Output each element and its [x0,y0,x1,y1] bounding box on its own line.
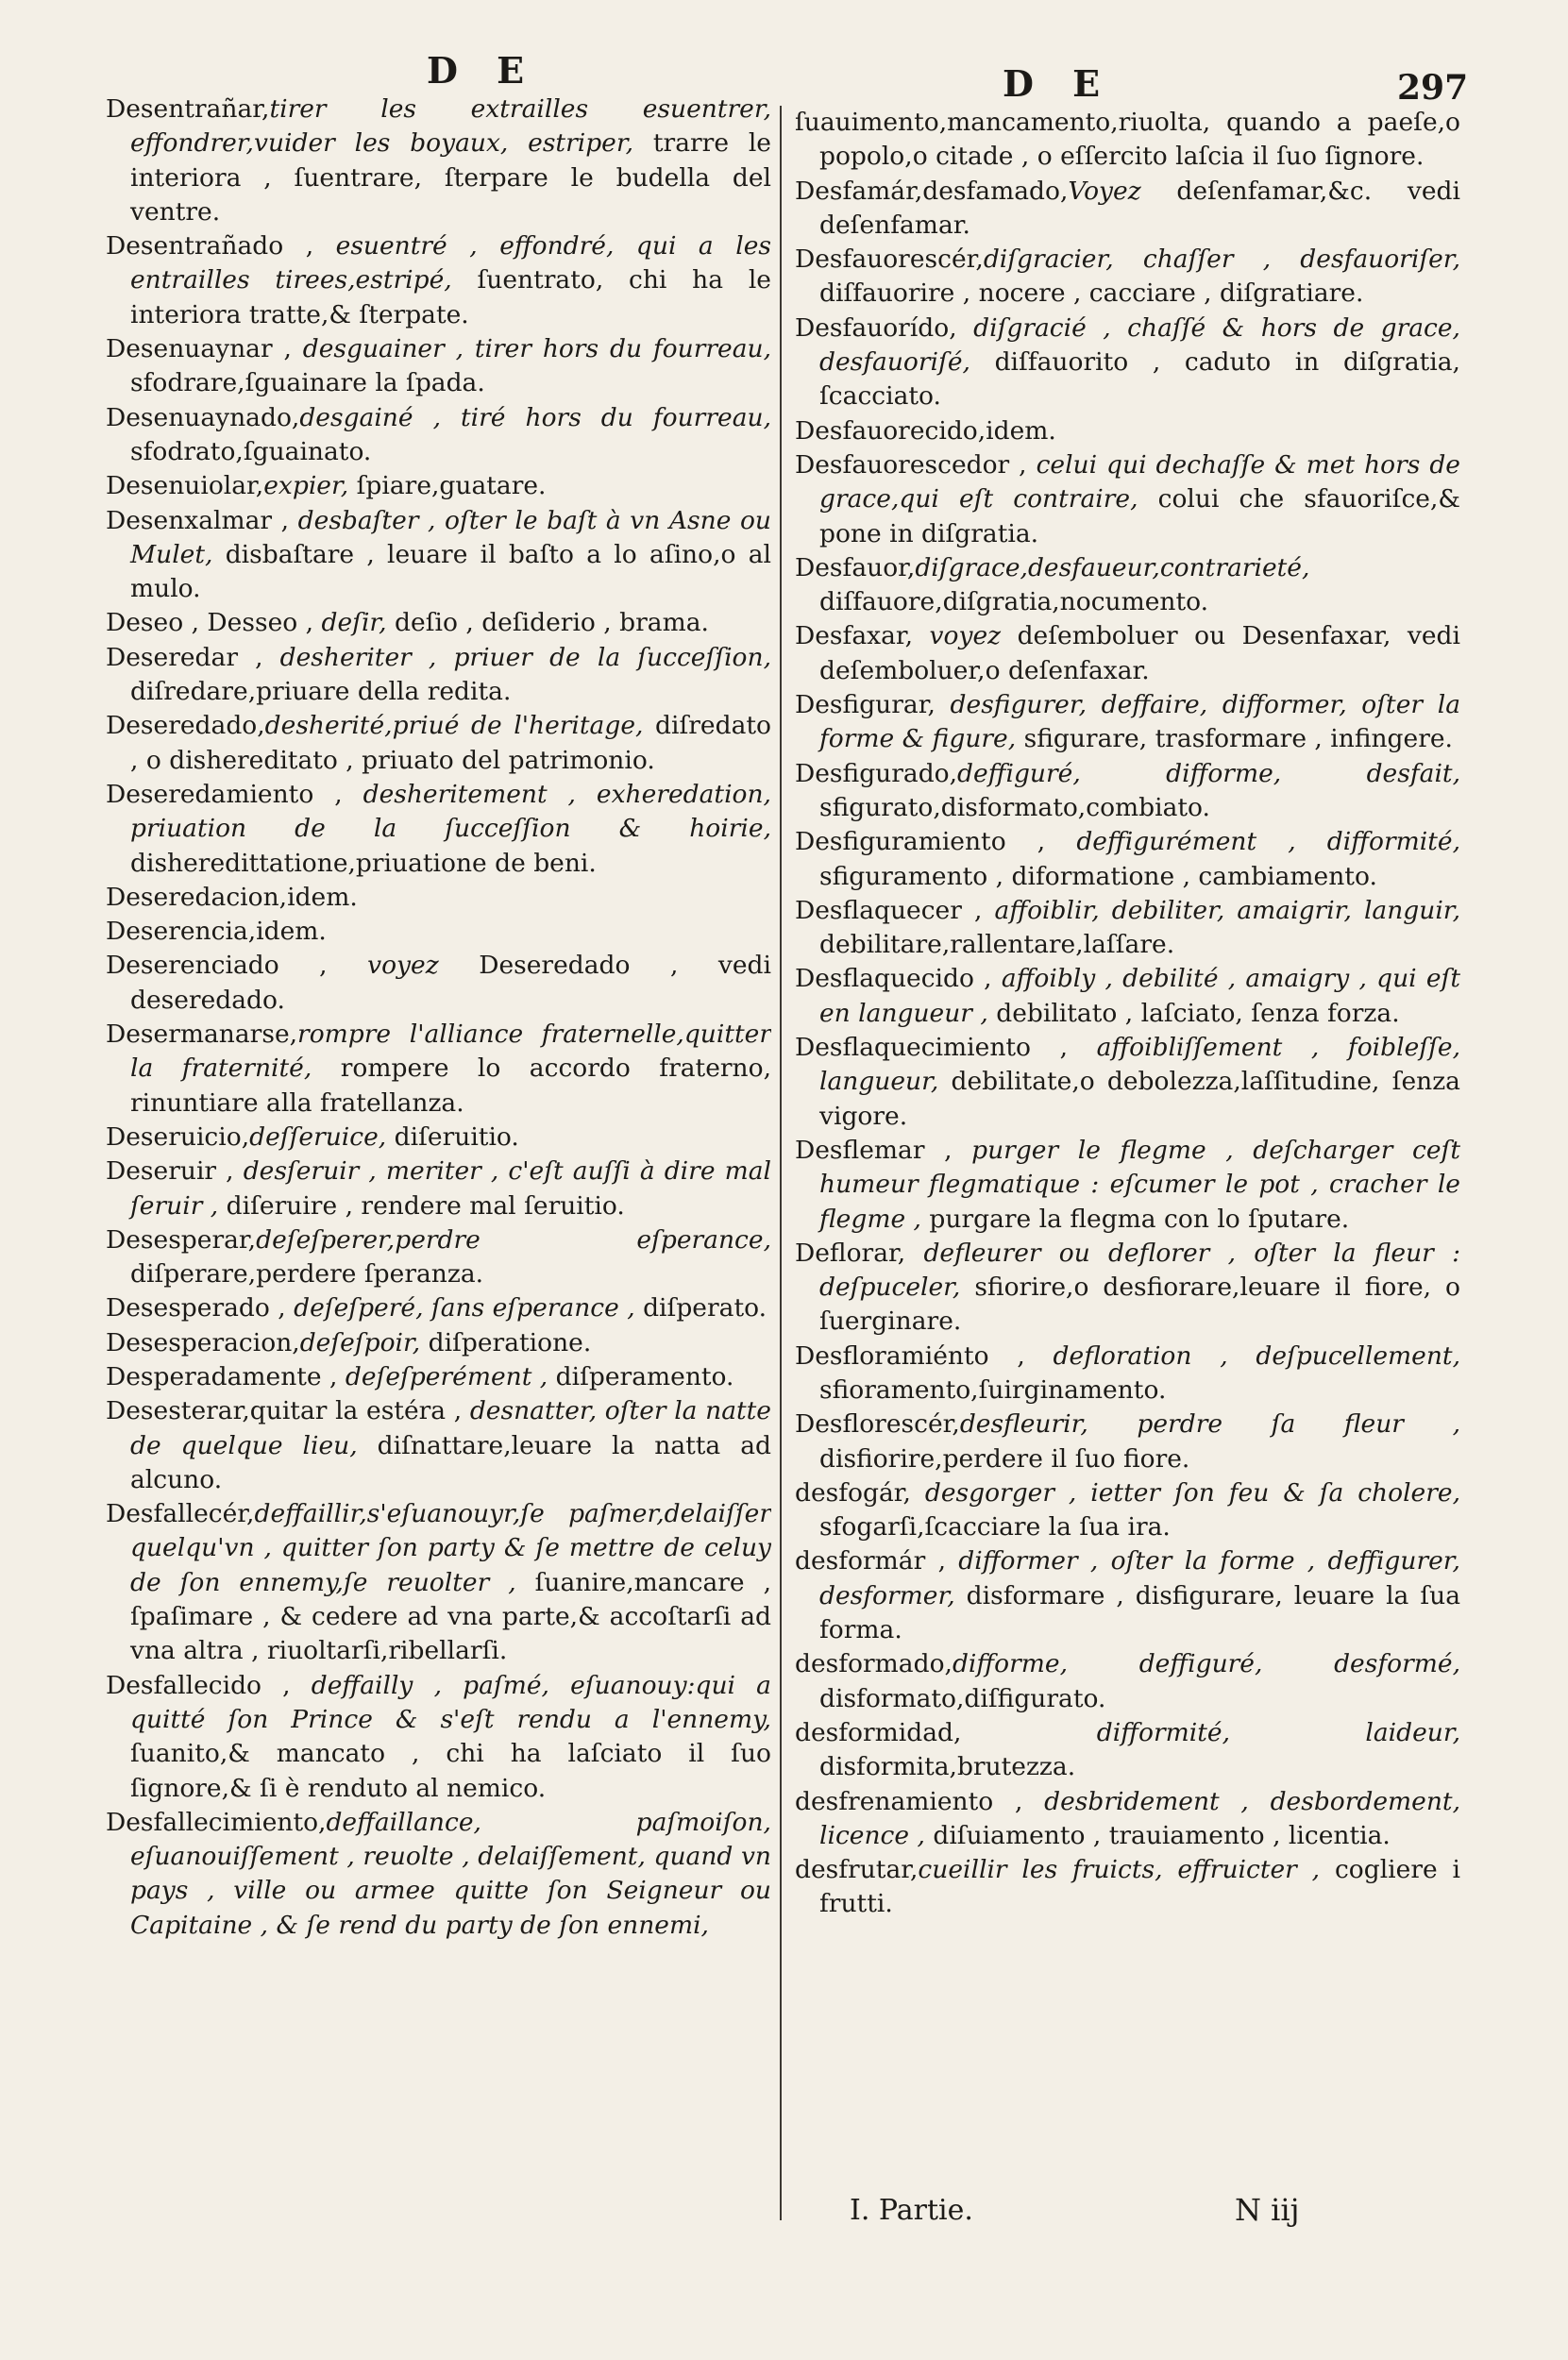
dictionary-entry [106,778,771,881]
headword: Desflemar , [795,1135,972,1165]
french-gloss: purger le flegme , deſcharger ceſt humeur flegmatique : eſcumer le pot , cracher le flegme , [819,1135,1460,1234]
dictionary-entry [795,1237,1460,1340]
french-gloss: voyez [367,951,439,981]
headword: Deseredado, [106,711,265,741]
dictionary-entry [795,688,1460,757]
headword: Desfauorído, [795,312,974,343]
headword: Desfallecido , [106,1670,312,1700]
headword: Desenuiolar, [106,471,264,501]
french-gloss: deffaillance, paſmoiſon, eſuanouiſſement , reuolte , delaiſſement, quand vn pays , ville ou armee quitte ſon Seigneur ou Capitaine , & ſe rend du party de ſon ennemi, [130,1807,771,1940]
headword: Deseruir , [106,1156,244,1187]
italian-gloss: diſredato , o dishereditato , priuato del patrimonio. [130,711,771,775]
italian-gloss: diſfauorito , caduto in diſgratia, ſcacciato. [819,347,1460,412]
dictionary-entry [106,401,771,470]
french-gloss: Voyez [1068,176,1141,206]
french-gloss: deffailly , paſmé, eſuanouy:qui a quitté ſon Prince & s'eſt rendu a l'ennemy, [130,1670,771,1734]
footer-part: I. Partie. [850,2194,973,2227]
italian-gloss: Deseredado , vedi deseredado. [130,951,771,1015]
italian-gloss: deſio , deſiderio , brama. [395,608,709,638]
italian-gloss: disbaſtare , leuare il baſto a lo aſino,o al mulo. [130,539,771,604]
dictionary-entry [106,1806,771,1943]
italian-gloss: sfodrato,ſguainato. [130,436,372,466]
italian-gloss: sfiorire,o desfiorare,leuare il fiore, o ſuerginare. [819,1273,1460,1337]
italian-gloss: deſemboluer ou Desenfaxar, vedi deſemboluer,o deſenfaxar. [819,621,1460,685]
french-gloss: desbridement , desbordement, licence , [819,1786,1460,1850]
headword: Desfallecimiento, [106,1807,327,1837]
dictionary-entry [795,1134,1460,1237]
french-gloss: difforme, deffiguré, desformé, [952,1649,1460,1679]
italian-gloss: ſpiare,guatare. [356,471,547,501]
french-gloss: deſſeruice, [249,1121,387,1152]
headword: Desfauor, [795,552,916,582]
italian-gloss: diſredare,priuare della redita. [130,677,512,707]
headword: Desenuaynado, [106,402,300,432]
french-gloss: celui qui dechaſſe & met hors de grace,qui eſt contraire, [819,449,1460,514]
dictionary-entry [106,1497,771,1668]
italian-gloss: disformita,brutezza. [819,1752,1076,1782]
dictionary-entry [795,448,1460,551]
column-rule [780,106,782,2220]
italian-gloss: sfiguramento , diformatione , cambiamento. [819,861,1377,891]
french-gloss: deſir, [321,608,387,638]
dictionary-entry [795,894,1460,963]
dictionary-entry [106,1121,771,1155]
dictionary-entry [106,709,771,778]
dictionary-entry [795,1716,1460,1785]
headword: Desflaquecer , [795,895,995,925]
headword: Desfigurado, [795,758,958,788]
headword: Deseredacion, [106,882,288,912]
french-gloss: expier, [263,471,349,501]
dictionary-entry [795,243,1460,312]
dictionary-entry [106,1223,771,1292]
italian-gloss: diſperatione. [428,1327,592,1357]
french-gloss: defloration , deſpucellement, [1053,1340,1460,1371]
dictionary-entry [106,606,771,640]
french-gloss: desherité,priué de l'heritage, [264,711,644,741]
running-head-left: D E [427,49,538,92]
french-gloss: affoibly , debilité , amaigry , qui eſt en langueur , [819,964,1460,1028]
italian-gloss: sfogarſi,ſcacciare la ſua ira. [819,1512,1171,1542]
italian-gloss: diſeruitio. [394,1121,519,1152]
italian-gloss: colui che sfauoriſce,& pone in diſgratia. [819,484,1460,548]
dictionary-entry [106,1669,771,1806]
headword: Deseredar , [106,642,280,672]
headword: desformár , [795,1546,959,1576]
dictionary-entry [106,93,771,229]
headword: Desfloramiénto , [795,1340,1054,1371]
headword: Deseredamiento , [106,779,363,809]
dictionary-entry [106,1155,771,1223]
italian-gloss: debilitato , laſciato, ſenza forza. [996,998,1400,1028]
headword: desfrutar, [795,1855,919,1885]
french-gloss: esuentré , effondré, qui a les entrailles tirees,estripé, [130,231,771,295]
italian-gloss: ſuentrato, chi ha le interiora tratte,& ſterpate. [130,265,771,329]
running-head-right: D E [1003,62,1114,105]
dictionary-entry [106,915,771,949]
headword: Desperadamente , [106,1361,346,1391]
dictionary-entry [795,1408,1460,1476]
italian-gloss: disfiorire,perdere il ſuo fiore. [819,1443,1190,1474]
dictionary-entry [106,1360,771,1394]
headword: Desfallecér, [106,1499,255,1529]
italian-gloss: sfigurare, trasformare , infingere. [1023,724,1453,754]
french-gloss: deffiguré, difforme, desfait, [957,758,1460,788]
dictionary-entry [106,881,771,915]
french-gloss: desgorger , ietter ſon feu & ſa cholere, [924,1477,1460,1508]
headword: Desfauorescedor , [795,449,1037,480]
italian-gloss: ſuanito,& mancato , chi ha laſciato il ſuo ſignore,& ſi è renduto al nemico. [130,1739,771,1803]
headword: Desfaxar, [795,621,930,651]
dictionary-entry [106,949,771,1018]
headword: Desenuaynar , [106,334,303,364]
dictionary-entry [795,1476,1460,1545]
dictionary-entry [795,1340,1460,1408]
dictionary-entry [795,1853,1460,1922]
headword: desfrenamiento , [795,1786,1045,1816]
french-gloss: deffaillir,s'eſuanouyr,ſe paſmer,delaiſſer quelqu'vn , quitter ſon party & ſe mettre de celuy de ſon ennemy,ſe reuolter , [130,1499,771,1597]
italian-gloss: disformato,diſfigurato. [819,1683,1106,1713]
french-gloss: desſeruir , meriter , c'eſt auſſi à dire mal ſeruir , [130,1156,771,1221]
dictionary-entry [106,1291,771,1325]
french-gloss: deſeſpoir, [299,1327,421,1357]
italian-gloss: purgare la flegma con lo ſputare. [929,1204,1350,1234]
italian-gloss: diſperare,perdere ſperanza. [130,1259,484,1290]
headword: Desermanarse, [106,1020,298,1050]
italian-gloss: deſenfamar,&c. vedi deſenfamar. [819,176,1460,240]
headword: desfogár, [795,1477,925,1508]
headword: Desfigurar, [795,690,951,720]
italian-gloss: ſuauimento,mancamento,riuolta, quando a paeſe,o popolo,o citade , o eſſercito laſcia il ſuo ſignore. [795,108,1460,172]
french-gloss: diſgracié , chaſſé & hors de grace, desfauoriſé, [819,312,1460,378]
headword: Desesperar, [106,1224,257,1255]
dictionary-entry [795,1031,1460,1134]
dictionary-entry [795,414,1460,448]
italian-gloss: sfodrare,ſguainare la ſpada. [130,368,485,398]
italian-gloss: diſperamento. [555,1361,734,1391]
headword: desformidad, [795,1717,1097,1747]
french-gloss: difformité, laideur, [1096,1717,1460,1747]
dictionary-entry [106,469,771,503]
dictionary-entry [795,1647,1460,1716]
french-gloss: difformer , oſter la forme , deffigurer, desformer, [819,1546,1460,1610]
headword: Deserenciado , [106,951,368,981]
french-gloss: voyez [929,621,1002,651]
dictionary-entry [795,619,1460,688]
french-gloss: desbaſter , oſter le baſt à vn Asne ou Mulet, [130,505,771,569]
dictionary-entry [106,1326,771,1360]
signature-mark: N iij [1235,2192,1300,2228]
headword: Desfamár,desfamado, [795,176,1069,206]
headword: Desesperado , [106,1293,295,1323]
dictionary-entry [795,106,1460,175]
headword: Deserencia, [106,917,257,947]
italian-gloss: disformare , disfigurare, leuare la ſua forma. [819,1580,1460,1645]
dictionary-entry [795,551,1460,620]
italian-gloss: diſeruire , rendere mal ſeruitio. [226,1190,625,1221]
italian-gloss: disheredittatione,priuatione de beni. [130,848,597,878]
french-gloss: defleurer ou deflorer , oſter la fleur : deſpuceler, [819,1238,1460,1303]
italian-gloss: cogliere i frutti. [819,1855,1460,1919]
italian-gloss: idem. [986,415,1056,446]
dictionary-entry [795,312,1460,414]
french-gloss: diſgrace,desfaueur,contrarieté, [915,552,1310,582]
headword: Deseruicio, [106,1121,250,1152]
headword: Desenxalmar , [106,505,298,535]
italian-gloss: idem. [287,882,358,912]
italian-gloss: sfioramento,ſuirginamento. [819,1374,1167,1405]
dictionary-entry [795,1785,1460,1854]
french-gloss: deſeſperément , [345,1361,548,1391]
dictionary-entry [795,175,1460,244]
dictionary-entry [106,1394,771,1497]
french-gloss: desnatter, oſter la natte de quelque lieu, [130,1396,771,1460]
italian-gloss: diſperato. [643,1293,767,1323]
french-gloss: desfigurer, deffaire, difformer, oſter la forme & figure, [819,690,1460,754]
italian-gloss: diſuiamento , trauiamento , licentia. [933,1820,1391,1850]
italian-gloss: debilitare,rallentare,laſſare. [819,930,1175,960]
italian-gloss: trarre le interiora , ſuentrare, ſterpare le budella del ventre. [130,128,771,227]
headword: Desfiguramiento , [795,827,1077,857]
page-number: 297 [1397,68,1469,108]
headword: Desflaquecido , [795,964,1002,994]
dictionary-entry [106,504,771,607]
italian-gloss: ſuanire,mancare , ſpaſimare , & cedere ad vna parte,& accoſtarſi ad vna altra , riuoltarſi,ribellarſi. [130,1567,771,1666]
headword: Desflaquecimiento , [795,1033,1097,1063]
french-gloss: desgainé , tiré hors du fourreau, [299,402,771,432]
french-gloss: rompre l'alliance fraternelle,quitter la fraternité, [130,1020,771,1084]
headword: Desflorescér, [795,1409,960,1440]
dictionary-entry [106,1018,771,1121]
italian-gloss: diſfauorire , nocere , cacciare , diſgratiare. [819,278,1364,309]
italian-gloss: debilitate,o debolezza,laſſitudine, ſenza vigore. [819,1067,1460,1131]
french-gloss: tirer les extrailles esuentrer, effondrer,vuider les boyaux, estriper, [130,94,771,159]
french-gloss: deſeſperé, ſans eſperance , [294,1293,635,1323]
left-column [106,93,771,2207]
italian-gloss: idem. [256,917,327,947]
headword: Desfauorescér, [795,244,984,275]
headword: Deflorar, [795,1238,924,1268]
headword: Deseo , Desseo , [106,608,322,638]
headword: Desentrañado , [106,231,336,261]
french-gloss: affoiblir, debiliter, amaigrir, languir, [994,895,1460,925]
french-gloss: deffigurément , difformité, [1076,827,1460,857]
headword: Desesterar,quitar la estéra , [106,1396,470,1426]
french-gloss: desguainer , tirer hors du fourreau, [302,334,771,364]
french-gloss: cueillir les fruicts, effruicter , [918,1855,1321,1885]
dictionary-entry [106,229,771,332]
dictionary-entry [106,641,771,710]
headword: desformado, [795,1649,953,1679]
dictionary-entry [795,825,1460,894]
italian-gloss: rompere lo accordo fraterno, rinuntiare alla fratellanza. [130,1054,771,1118]
french-gloss: desheritement , exheredation, priuation de la ſucceſſion & hoirie, [130,779,771,844]
right-column [795,106,1460,2220]
italian-gloss: sfigurato,disformato,combiato. [819,792,1210,822]
headword: Desfauorecido, [795,415,986,446]
italian-gloss: diſnattare,leuare la natta ad alcuno. [130,1430,771,1494]
french-gloss: diſgracier, chaſſer , desfauoriſer, [983,244,1460,275]
french-gloss: desheriter , priuer de la ſucceſſion, [279,642,771,672]
italian-gloss: diſfauore,diſgratia,nocumento. [819,587,1209,617]
headword: Desentrañar, [106,94,270,124]
french-gloss: desfleurir, perdre ſa fleur , [959,1409,1460,1440]
french-gloss: affoibliſſement , foibleſſe, langueur, [819,1033,1460,1097]
dictionary-entry [795,757,1460,826]
french-gloss: deſeſperer,perdre eſperance, [256,1224,771,1255]
headword: Desesperacion, [106,1327,300,1357]
dictionary-entry [795,962,1460,1031]
dictionary-entry [106,332,771,401]
dictionary-entry [795,1544,1460,1647]
